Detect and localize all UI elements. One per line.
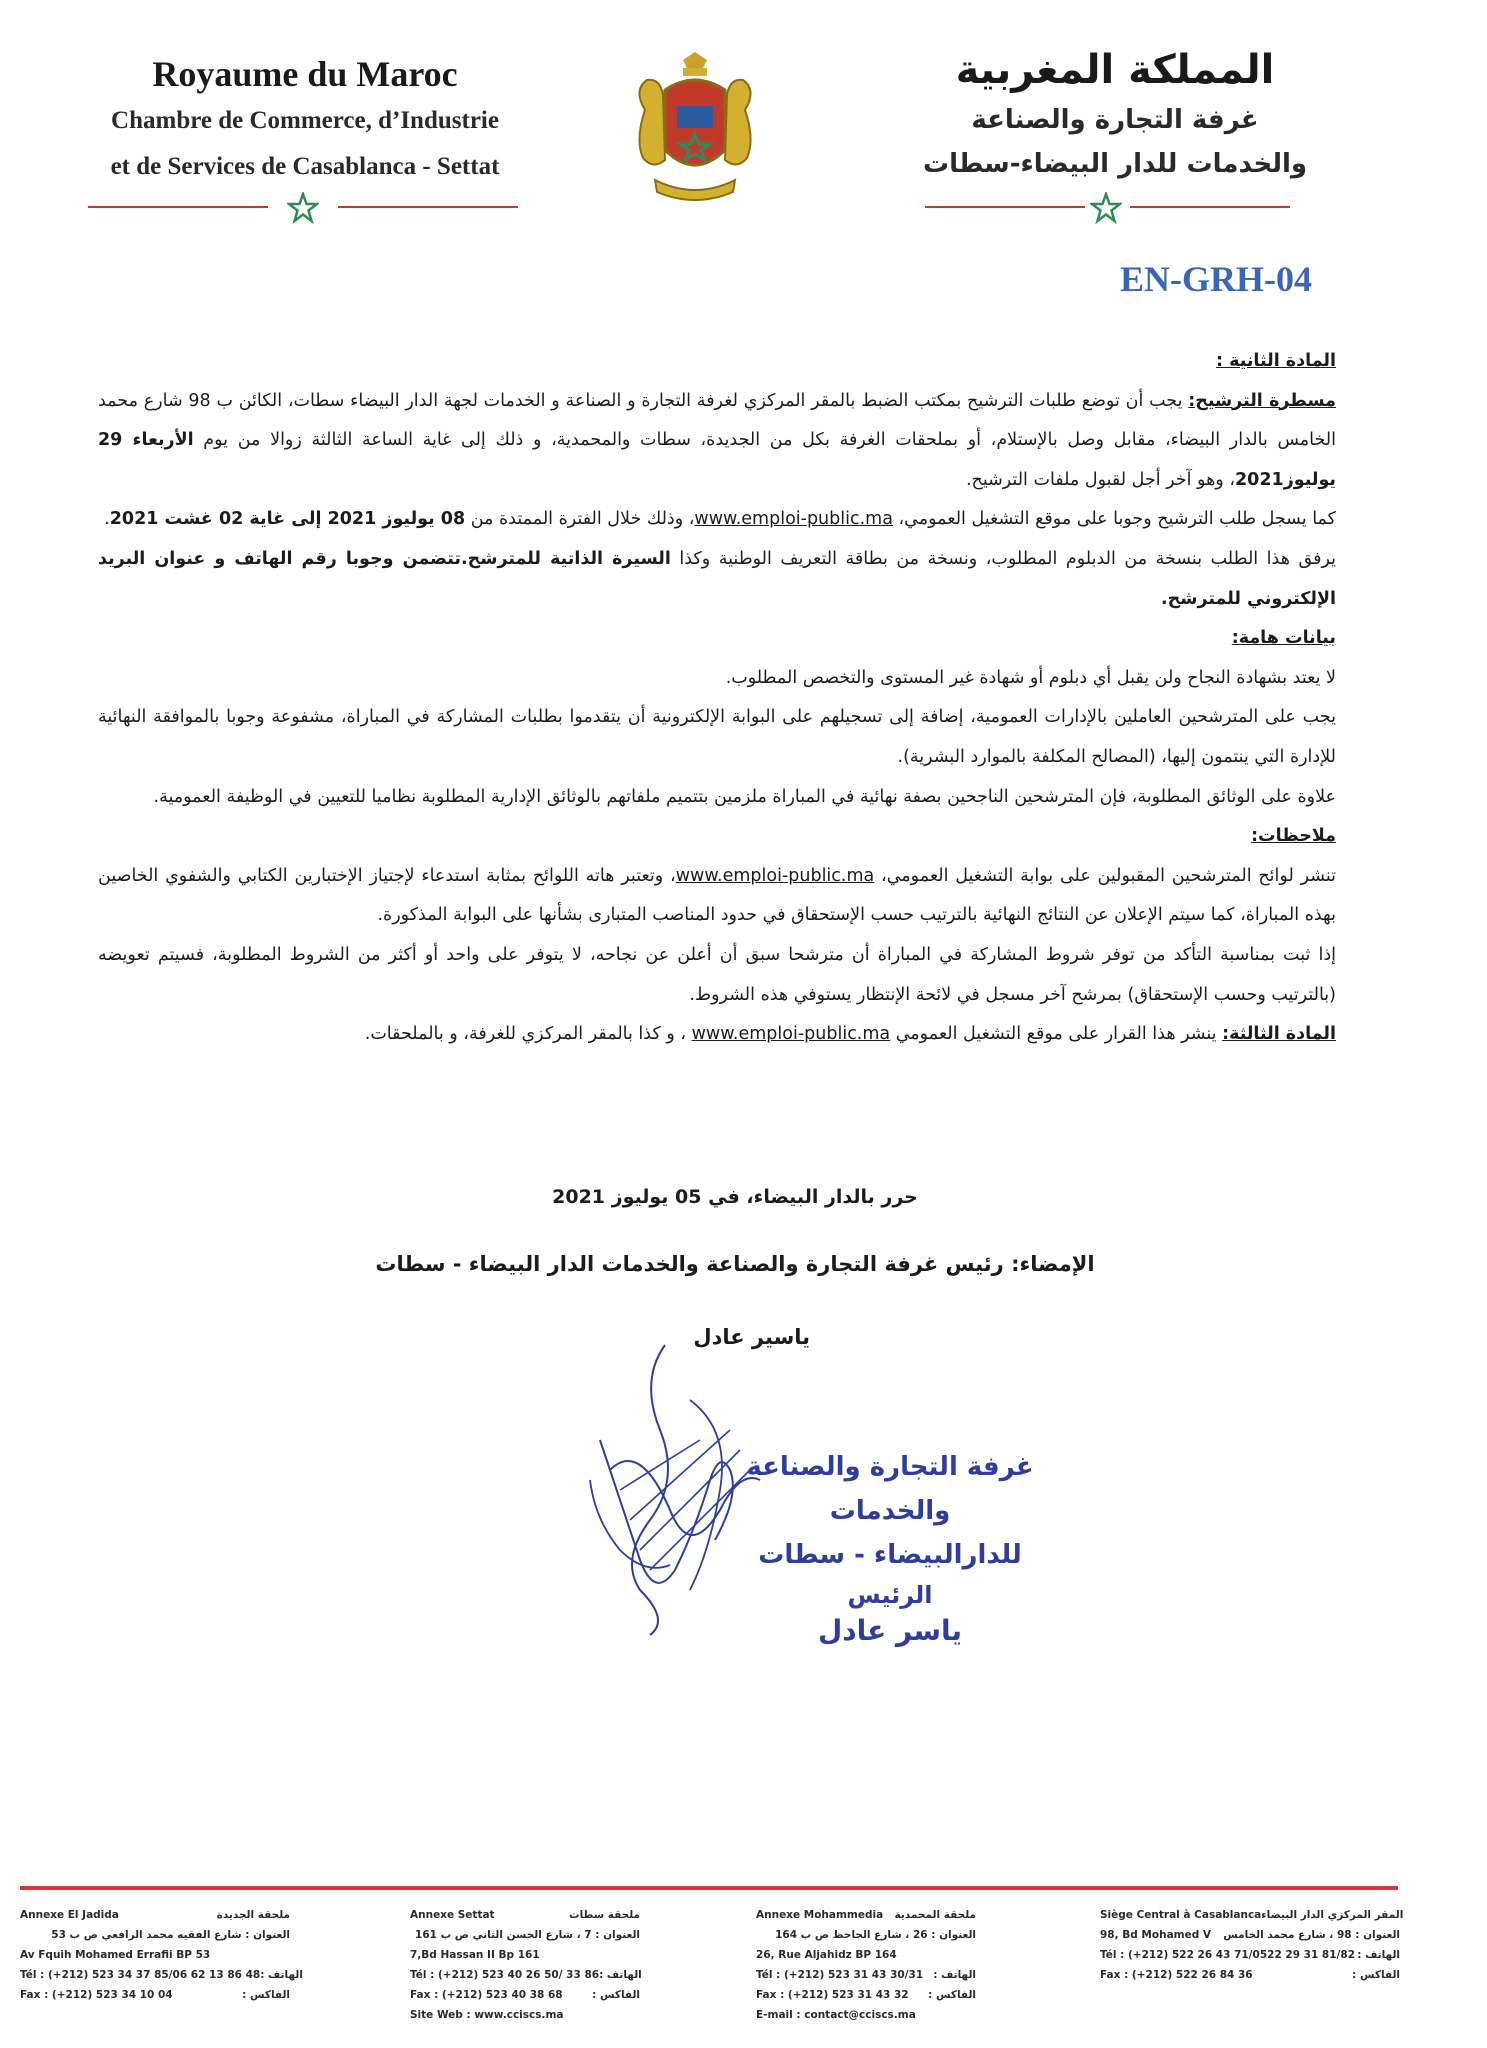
footer-fax: Fax : (+212) 523 40 38 68 [410,1989,563,2001]
footer-email[interactable]: E-mail : contact@cciscs.ma [756,2009,916,2021]
header-french [80,50,530,190]
footer-annex-settat [410,1905,640,2025]
online-registration-start: كما يسجل طلب الترشيح وجوبا على موقع التشغيل العمومي، [892,509,1336,530]
note-1-end: ، وتعتبر هاته اللوائح بمثابة استدعاء لإجتياز الإختبارين الكتابي والشفوي الخاصين بهذه المباراة، كما سيتم الإعلان عن النتائج النهائية بالترتيب حسب الإستحقاق في حدود المناصب المتبارى بشأنها على البوابة المذكورة. [98,865,1336,926]
footer-title-ar: ملحقة الجديدة [216,1909,290,1921]
footer-address-fr: 7,Bd Hassan II Bp 161 [410,1949,540,1961]
candidacy-procedure-text: يجب أن توضع طلبات الترشيح بمكتب الضبط بالمقر المركزي لغرفة التجارة و الصناعة و الخدمات لجهة الدار البيضاء سطات، الكائن ب 98 شارع محمد الخامس بالدار البيضاء، مقابل وصل بالإستلام، أو بملحقات الغرفة بكل من الجديدة، سطات والمحمدية، و ذلك إلى غاية الساعة الثالثة زوالا من يوم [98,390,1336,451]
footer-address-ar: العنوان : 26 ، شارع الجاحظ ص ب 164 [775,1929,976,1941]
footer-website[interactable]: Site Web : www.cciscs.ma [410,2009,564,2021]
reference-code: EN-GRH-04 [1120,259,1312,299]
paragraph-online-registration [98,500,1336,540]
important-item-2: يجب على المترشحين العاملين بالإدارات العمومية، إضافة إلى تسجيلهم على البوابة الإلكترونية أن يتقدموا بطلبات المشاركة في المباراة، مشفوعة وجوبا بالموافقة النهائية للإدارة التي ينتمون إليها، (المصالح المكلفة بالموارد البشرية). [98,707,1336,767]
stamp-line-1: غرفة التجارة والصناعة والخدمات [746,1452,1034,1526]
footer-fax-label-ar: الفاكس : [242,1989,290,2001]
important-item-1: لا يعتد بشهادة النجاح ولن يقبل أي دبلوم أو شهادة غير المستوى والتخصص المطلوب. [725,667,1336,688]
footer-fax: Fax : (+212) 523 31 43 32 [756,1989,909,2001]
footer-phone: Tél : (+212) 523 34 37 85/06 62 13 86 48 [20,1969,261,1981]
footer-title-ar: المقر المركزي الدار البيضاء [1261,1909,1404,1921]
online-registration-mid: ، وذلك خلال الفترة الممتدة من [465,509,695,530]
article3 [98,1015,1336,1055]
candidacy-procedure-label: مسطرة الترشيح: [1188,390,1336,411]
footer-phone-label-ar: الهاتف : [933,1969,976,1981]
note-2: إذا ثبت بمناسبة التأكد من توفر شروط المشاركة في المباراة أن مترشحا سبق أن أعلن عن نجاحه، لا يتوفر على واحد أو أكثر من الشروط المطلوبة، فسيتم تعويضه (بالترتيب وحسب الإستحقاق) بمرشح آخر مسجل في لائحة الإنتظار يستوفي هذه الشروط. [98,944,1336,1005]
stamp-line-4: ياسر عادل [817,1614,963,1647]
header-arabic [910,42,1320,186]
footer-address-ar: العنوان : شارع الفقيه محمد الرافعي ص ب 53 [51,1929,290,1941]
attachments-cv: السيرة الذاتية للمترشح.تتضمن وجوبا رقم الهاتف و عنوان البريد الإلكتروني للمترشح. [98,548,1336,609]
article3-label: المادة الثالثة: [1222,1024,1336,1045]
header-fr-region: et de Services de Casablanca - Settat [110,153,500,180]
green-star-icon [287,192,319,224]
attachments-start: يرفق هذا الطلب بنسخة من الدبلوم المطلوب، ونسخة من بطاقة التعريف الوطنية وكذا [670,548,1336,569]
footer-title-ar: ملحقة المحمدية [894,1909,976,1921]
note-1-start: تنشر لوائح المترشحين المقبولين على بوابة التشغيل العمومي، [874,865,1336,886]
header-fr-rule-left [88,206,268,208]
footer-phone-label-ar: الهاتف : [599,1969,642,1981]
footer-rule [20,1886,1398,1890]
footer-address-ar: العنوان : 7 ، شارع الحسن الثاني ص ب 161 [415,1929,640,1941]
footer-fax: Fax : (+212) 522 26 84 36 [1100,1969,1253,1981]
footer-phone-label-ar: الهاتف : [1357,1949,1400,1961]
footer-fax-label-ar: الفاكس : [1352,1969,1400,1981]
footer-fax: Fax : (+212) 523 34 10 04 [20,1989,173,2001]
footer-title-ar: ملحقة سطات [569,1909,640,1921]
signature-title: الإمضاء: رئيس غرفة التجارة والصناعة والخدمات الدار البيضاء - سطات [375,1252,1095,1276]
header-fr-chamber: Chambre de Commerce, d’Industrie [111,107,499,134]
footer-title-fr: Siège Central à Casablanca [1100,1909,1262,1921]
footer-fax-label-ar: الفاكس : [928,1989,976,2001]
footer-fax-label-ar: الفاكس : [592,1989,640,2001]
header-ar-rule-right [1130,206,1290,208]
footer-title-fr: Annexe Settat [410,1909,495,1921]
signer-name: ياسير عادل [693,1325,810,1349]
footer-title-fr: Annexe El Jadida [20,1909,119,1921]
notes-title: ملاحظات: [1251,826,1336,847]
footer-title-fr: Annexe Mohammedia [756,1909,884,1921]
paragraph-candidacy-procedure [98,382,1336,501]
issue-date: حرر بالدار البيضاء، في 05 يوليوز 2021 [552,1186,918,1208]
header-ar-chamber: غرفة التجارة والصناعة [971,105,1259,135]
green-star-icon [1090,192,1122,224]
article2-title: المادة الثانية : [1216,351,1336,371]
stamp-line-2: للدارالبيضاء - سطات [758,1540,1022,1570]
footer-siege-central [1100,1905,1404,1985]
footer-phone: Tél : (+212) 523 40 26 50/ 33 86 [410,1969,600,1981]
online-registration-end: . [104,509,110,530]
document-body [98,342,1336,1055]
header-ar-rule-left [925,206,1085,208]
deadline-date: الأربعاء 29 يوليوز2021 [98,430,1336,490]
article3-start: ينشر هذا القرار على موقع التشغيل العمومي [890,1024,1223,1045]
stamp-line-3: الرئيس [847,1581,933,1609]
important-title: بيانات هامة: [1231,628,1336,649]
footer-phone-label-ar: الهاتف : [260,1969,303,1981]
official-stamp [700,1445,1080,1649]
paragraph-attachments [98,540,1336,619]
article3-end: ، و كذا بالمقر المركزي للغرفة، و بالملحقات. [364,1024,692,1045]
important-item-3: علاوة على الوثائق المطلوبة، فإن المترشحين الناجحين بصفة نهائية في المباراة ملزمين بتتميم ملفاتهم بالوثائق الإدارية المطلوبة نظاميا للتعيين في الوظيفة العمومية. [153,786,1336,807]
header-fr-rule-right [338,206,518,208]
header-ar-title: المملكة المغربية [955,47,1275,93]
footer-address-fr: 26, Rue Aljahidz BP 164 [756,1949,897,1961]
header-ar-region: والخدمات للدار البيضاء-سطات [922,149,1308,179]
footer-annex-mohammedia [756,1905,976,2025]
footer-address-fr: Av Fquih Mohamed Errafii BP 53 [20,1949,211,1961]
footer-annex-el-jadida [20,1905,303,2005]
registration-period: 08 يوليوز 2021 إلى غاية 02 غشت 2021 [109,509,466,530]
emploi-public-link[interactable]: www.emploi-public.ma [691,1024,891,1045]
footer-phone: Tél : (+212) 522 26 43 71/0522 29 31 81/82 [1100,1949,1355,1961]
footer-address-ar: العنوان : 98 ، شارع محمد الخامس [1223,1929,1400,1941]
morocco-coat-of-arms-icon [625,50,765,210]
footer-phone: Tél : (+212) 523 31 43 30/31 [756,1969,924,1981]
emploi-public-link[interactable]: www.emploi-public.ma [675,865,875,886]
emploi-public-link[interactable]: www.emploi-public.ma [694,509,893,530]
candidacy-procedure-end: ، وهو آخر أجل لقبول ملفات الترشيح. [965,469,1235,490]
note-1 [98,857,1336,936]
footer-address-fr: 98, Bd Mohamed V [1100,1929,1212,1941]
header-fr-title: Royaume du Maroc [152,54,458,94]
